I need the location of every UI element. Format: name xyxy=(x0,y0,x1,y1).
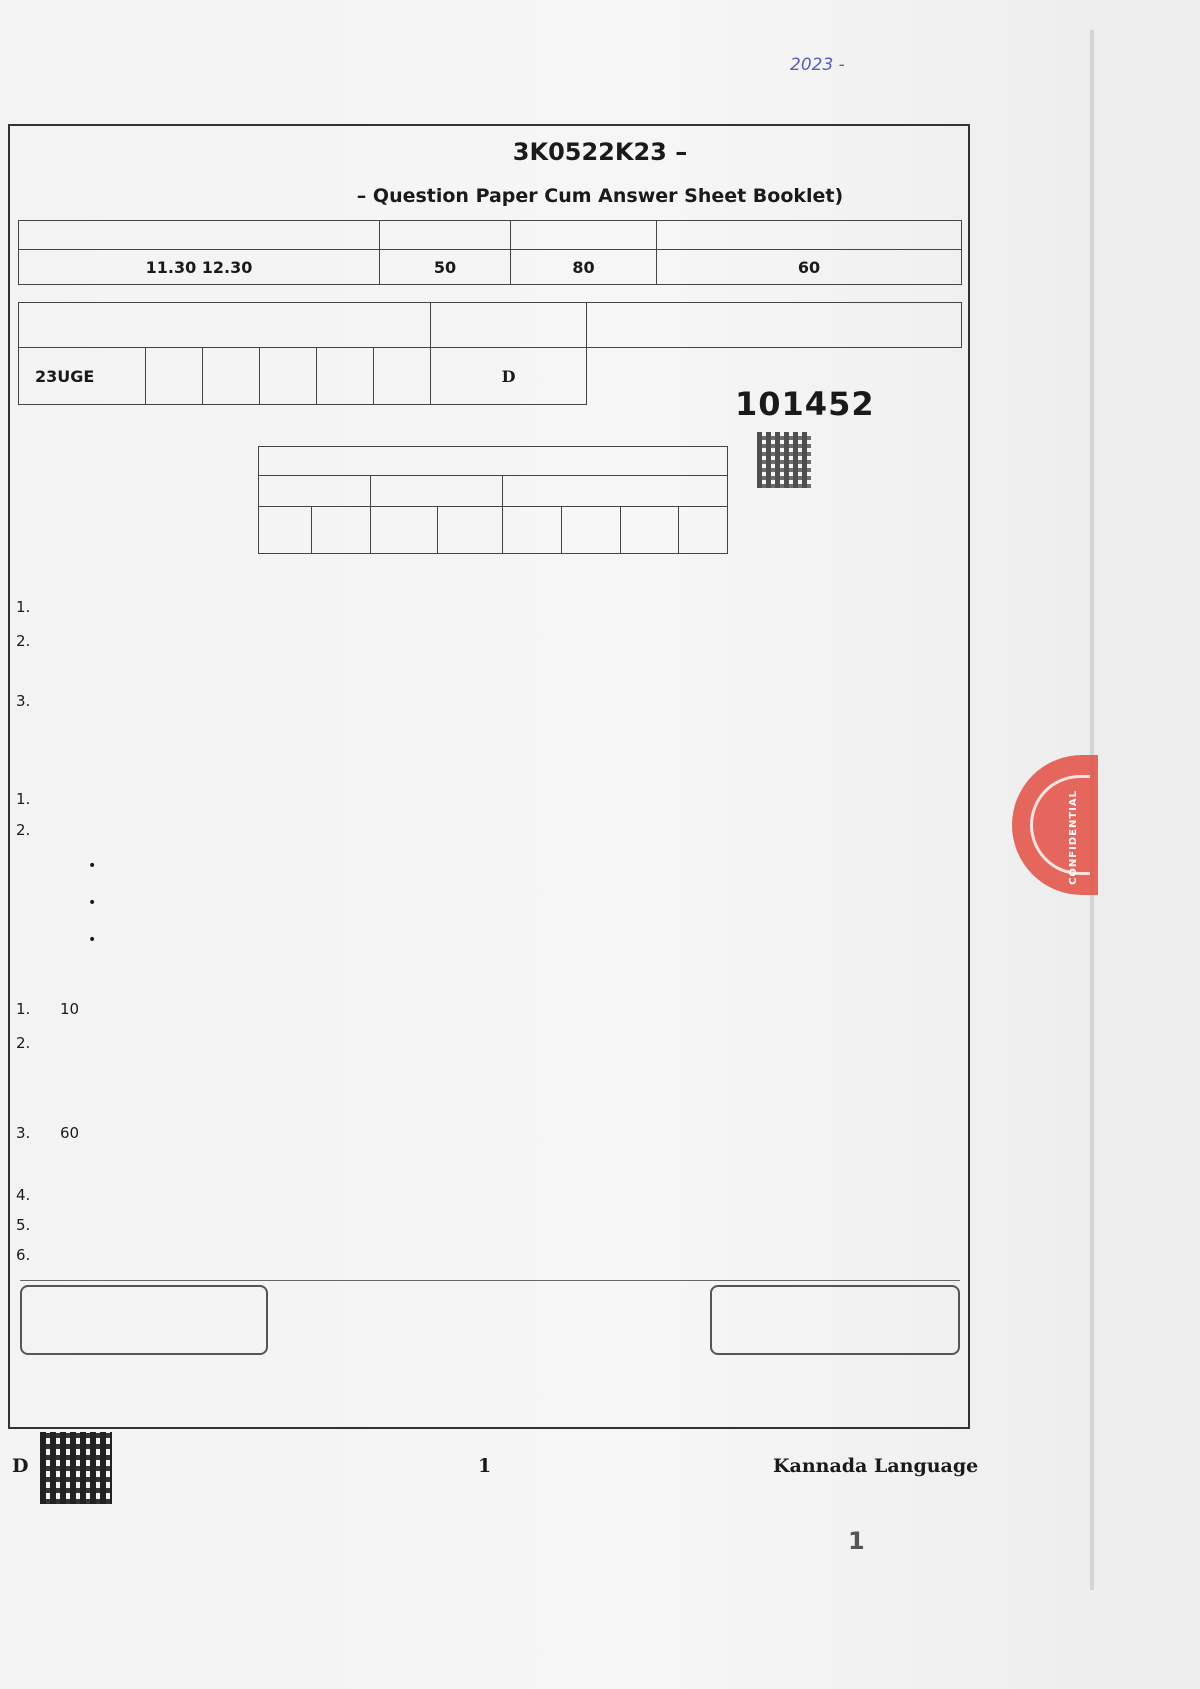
handwritten-note: 2023 - xyxy=(790,55,845,75)
seat-digit-box[interactable] xyxy=(146,348,203,405)
dob-digit-box[interactable] xyxy=(259,507,312,554)
version-code-value: D xyxy=(431,348,587,405)
item-number: 3. xyxy=(16,1124,31,1142)
booklet-subtitle: – Question Paper Cum Answer Sheet Booklet) xyxy=(356,185,844,207)
total-duration-header xyxy=(511,221,657,250)
seat-digit-box[interactable] xyxy=(260,348,317,405)
item-number: 2. xyxy=(16,632,31,650)
question-paper-serial-header xyxy=(587,303,962,348)
exam-title: 3K0522K23 – xyxy=(512,138,688,166)
invigilator-signature-box[interactable] xyxy=(710,1285,960,1355)
max-marks-header xyxy=(380,221,511,250)
seat-number-header xyxy=(19,303,431,348)
dob-day-header xyxy=(259,476,371,507)
max-marks-value: 50 xyxy=(380,250,511,285)
dob-digit-box[interactable] xyxy=(438,507,503,554)
date-of-birth-table xyxy=(258,446,728,554)
total-duration-value: 80 xyxy=(511,250,657,285)
item-number: 1. xyxy=(16,1000,31,1018)
dob-digit-box[interactable] xyxy=(621,507,679,554)
seat-number-prefix: 23UGE xyxy=(19,348,146,405)
dob-digit-box[interactable] xyxy=(312,507,371,554)
dob-year-header xyxy=(503,476,728,507)
bullet-marker: • xyxy=(88,932,97,948)
item-number: 2. xyxy=(16,1034,31,1052)
instruction-item: 60 xyxy=(60,1124,80,1142)
scan-page-number: 1 xyxy=(848,1527,865,1555)
max-answer-time-value: 60 xyxy=(657,250,962,285)
bullet-marker: • xyxy=(88,858,97,874)
item-number: 6. xyxy=(16,1246,31,1264)
version-code-header xyxy=(431,303,587,348)
max-answer-time-header xyxy=(657,221,962,250)
seat-digit-box[interactable] xyxy=(317,348,374,405)
seat-digit-box[interactable] xyxy=(203,348,260,405)
footer-version: D xyxy=(12,1455,29,1477)
dob-month-header xyxy=(371,476,503,507)
instruction-item: 10 xyxy=(60,1000,80,1018)
item-number: 1. xyxy=(16,790,31,808)
footer-qr-code xyxy=(40,1432,112,1504)
dob-digit-box[interactable] xyxy=(679,507,728,554)
candidate-signature-box[interactable] xyxy=(20,1285,268,1355)
bullet-marker: • xyxy=(88,895,97,911)
footer-page-number: 1 xyxy=(478,1455,492,1477)
dob-digit-box[interactable] xyxy=(562,507,621,554)
seat-digit-box[interactable] xyxy=(374,348,431,405)
dob-title xyxy=(259,447,728,476)
item-number: 1. xyxy=(16,598,31,616)
serial-qr-code xyxy=(757,432,811,488)
item-number: 3. xyxy=(16,692,31,710)
exam-timing-table xyxy=(18,220,962,285)
time-value: 11.30 12.30 xyxy=(19,250,380,285)
item-number: 5. xyxy=(16,1216,31,1234)
dob-digit-box[interactable] xyxy=(371,507,438,554)
serial-number: 101452 xyxy=(735,385,875,423)
item-number: 4. xyxy=(16,1186,31,1204)
time-header xyxy=(19,221,380,250)
signature-divider xyxy=(20,1280,960,1281)
dob-digit-box[interactable] xyxy=(503,507,562,554)
stamp-text: CONFIDENTIAL xyxy=(1068,790,1079,885)
footer-subject: Kannada Language xyxy=(773,1455,979,1477)
item-number: 2. xyxy=(16,821,31,839)
